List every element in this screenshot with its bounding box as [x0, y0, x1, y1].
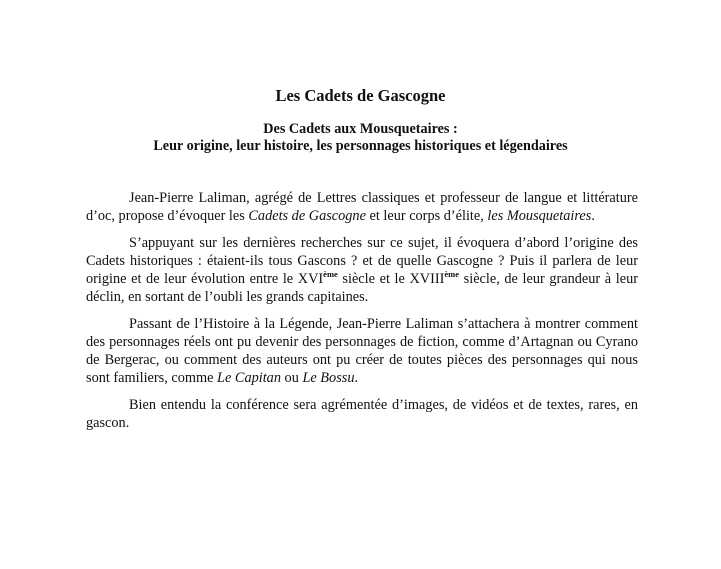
italic-title: Le Bossu [302, 370, 355, 386]
paragraph-text: Bien entendu la conférence sera agrémentée d’images, de vidéos et de textes, rares, en gascon. [86, 397, 638, 431]
document-subtitle-line-1: Des Cadets aux Mousquetaires : [263, 121, 458, 137]
paragraph-text: . [354, 370, 359, 386]
document-subtitle-line-2: Leur origine, leur histoire, les personnages historiques et légendaires [153, 138, 568, 154]
paragraph-2 [86, 234, 638, 306]
paragraph-text: . [591, 208, 595, 224]
document-body [86, 189, 638, 432]
italic-title: Cadets de Gascogne [248, 208, 366, 224]
paragraph-text: siècle et le XVIII [337, 271, 445, 287]
paragraph-text: Passant de l’Histoire à la Légende, Jean-Pierre Laliman s’attachera à montrer comment des personnages réels ont pu devenir des personnages de fiction, comme d’Artagnan ou Cyrano de Bergerac, ou comment des auteurs ont pu créer de toutes pièces des personnages qui nous sont familiers, comme [86, 316, 638, 386]
italic-title: les Mousquetaires [487, 208, 592, 224]
document-title: Les Cadets de Gascogne [275, 86, 446, 105]
paragraph-text: S’appuyant sur les dernières recherches sur ce sujet, il évoquera d’abord l’origine des Cadets historiques : étaient-ils tous Gascons ? et de quelle Gascogne ? Puis il parlera de leur origine et de leur évolution entre le XVI [86, 235, 638, 287]
italic-title: Le Capitan [217, 370, 281, 386]
superscript-ordinal: ème [444, 269, 460, 279]
paragraph-text: et leur corps d’élite, [365, 208, 488, 224]
paragraph-1 [86, 189, 638, 225]
paragraph-text: ou [280, 370, 303, 386]
superscript-ordinal: ème [323, 269, 338, 279]
paragraph-3 [86, 315, 638, 387]
paragraph-4 [86, 396, 638, 432]
paragraph-text: siècle, de leur grandeur à leur déclin, en sortant de l’oubli les grands capitaines. [86, 271, 638, 305]
paragraph-text: Jean-Pierre Laliman, agrégé de Lettres classiques et professeur de langue et littérature d’oc, propose d’évoquer les [86, 190, 638, 224]
